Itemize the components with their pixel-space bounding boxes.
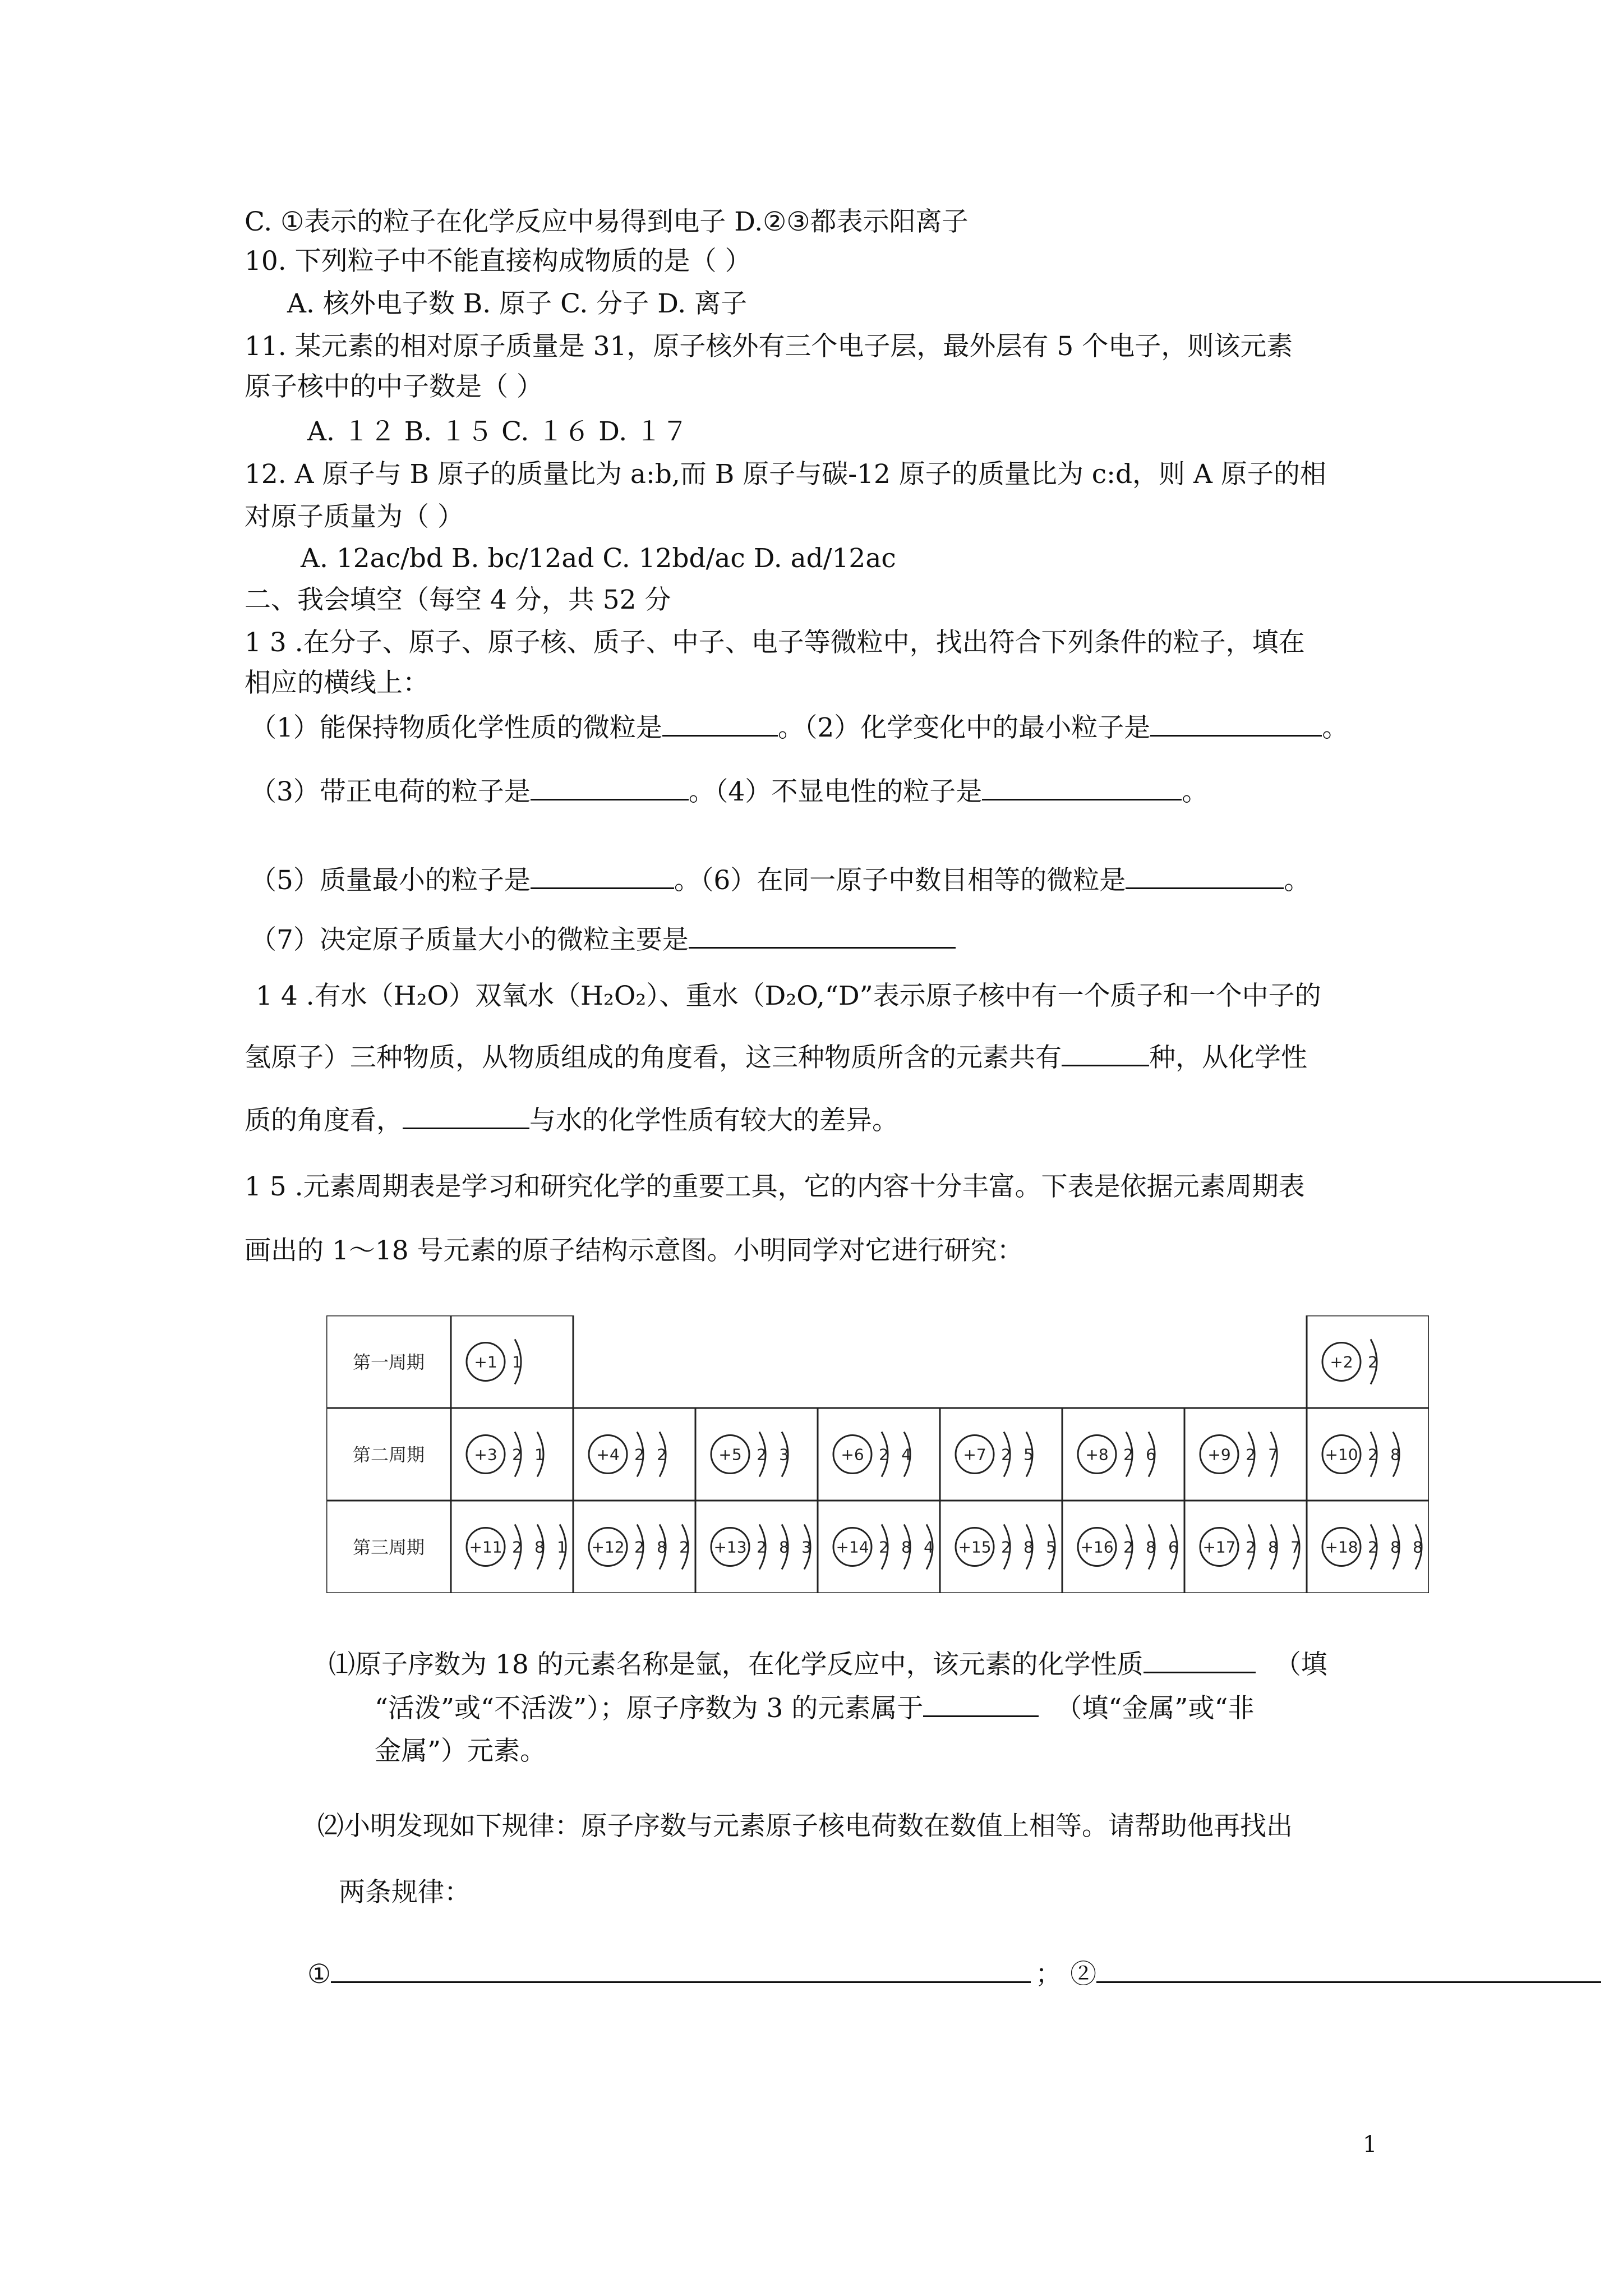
shell-electron-count: 2 (879, 1538, 889, 1557)
q15-part2-answers (307, 1958, 1601, 1991)
q10-options: A. 核外电子数 B. 原子 C. 分子 D. 离子 (287, 288, 748, 319)
shell-electron-count: 8 (534, 1538, 545, 1557)
q15-part1-line3: 金属”）元素。 (375, 1736, 547, 1766)
q13-blank-1[interactable] (662, 712, 778, 737)
shell-electron-count: 4 (901, 1445, 911, 1464)
nucleus-charge: +14 (836, 1538, 869, 1557)
shell-electron-count: 2 (1001, 1538, 1011, 1557)
nucleus-charge: +15 (958, 1538, 992, 1557)
q13-part7-label: （7）决定原子质量大小的微粒主要是 (250, 924, 689, 955)
shell-electron-count: 6 (1168, 1538, 1178, 1557)
shell-electron-count: 2 (657, 1445, 667, 1464)
q13-stem: 1 3 .在分子、原子、原子核、质子、中子、电子等微粒中，找出符合下列条件的粒子，填在 (245, 627, 1305, 658)
periodic-table-svg (326, 1315, 1429, 1593)
q15-part1-text-b: （填 (1274, 1649, 1327, 1680)
q10-stem: 10. 下列粒子中不能直接构成物质的是（ ） (245, 246, 751, 277)
shell-electron-count: 8 (1146, 1538, 1156, 1557)
shell-electron-count: 5 (1023, 1445, 1034, 1464)
nucleus-charge: +16 (1080, 1538, 1114, 1557)
shell-electron-count: 2 (1246, 1538, 1256, 1557)
shell-electron-count: 2 (757, 1538, 767, 1557)
q13-line-1-2 (250, 711, 1348, 745)
q13-blank-2[interactable] (1150, 712, 1322, 737)
q14-blank-1[interactable] (1062, 1042, 1149, 1066)
shell-electron-count: 8 (1268, 1538, 1278, 1557)
q14-blank-2[interactable] (403, 1105, 529, 1129)
q14-text-b: 种，从化学性 (1149, 1042, 1307, 1073)
q13-part4-label: 。（4）不显电性的粒子是 (688, 776, 983, 807)
nucleus-charge: +3 (474, 1445, 497, 1464)
shell-electron-count: 2 (1123, 1445, 1133, 1464)
q14-text-d: 与水的化学性质有较大的差异。 (529, 1105, 898, 1136)
shell-electron-count: 1 (557, 1538, 567, 1557)
nucleus-charge: +17 (1202, 1538, 1236, 1557)
q13-line-5-6 (250, 864, 1310, 898)
shell-electron-count: 5 (1046, 1538, 1056, 1557)
q12-stem: 12. A 原子与 B 原子的质量比为 a:b,而 B 原子与碳-12 原子的质量比为 c:d，则 A 原子的相 (245, 459, 1326, 490)
nucleus-charge: +10 (1325, 1445, 1358, 1464)
q13-blank-3[interactable] (531, 776, 689, 800)
shell-electron-count: 2 (634, 1538, 644, 1557)
shell-electron-count: 2 (757, 1445, 767, 1464)
rule-1-blank[interactable] (331, 1959, 1031, 1983)
nucleus-charge: +8 (1085, 1445, 1109, 1464)
q13-line-7 (250, 923, 956, 957)
q11-stem-cont: 原子核中的中子数是（ ） (245, 371, 543, 402)
shell-electron-count: 8 (1390, 1538, 1400, 1557)
q14-line-3 (245, 1104, 898, 1138)
nucleus-charge: +4 (596, 1445, 620, 1464)
nucleus-charge: +6 (841, 1445, 864, 1464)
q15-stem: 1 5 .元素周期表是学习和研究化学的重要工具，它的内容十分丰富。下表是依据元素周期表 (245, 1171, 1305, 1202)
shell-electron-count: 7 (1290, 1538, 1301, 1557)
rule-2-blank[interactable] (1096, 1959, 1601, 1983)
shell-electron-count: 1 (512, 1352, 522, 1372)
shell-electron-count: 2 (879, 1445, 889, 1464)
shell-electron-count: 2 (1368, 1538, 1378, 1557)
q13-line1-end: 。 (1322, 712, 1349, 743)
shell-electron-count: 2 (512, 1445, 522, 1464)
shell-electron-count: 6 (1146, 1445, 1156, 1464)
q13-part1-label: （1）能保持物质化学性质的微粒是 (250, 712, 662, 743)
q12-options: A. 12ac/bd B. bc/12ad C. 12bd/ac D. ad/12ac (301, 543, 896, 574)
period-label: 第三周期 (352, 1536, 425, 1558)
q11-stem: 11. 某元素的相对原子质量是 31，原子核外有三个电子层，最外层有 5 个电子，则该元素 (245, 331, 1293, 362)
q15-part2-line2: 两条规律： (339, 1877, 471, 1908)
shell-electron-count: 2 (1368, 1445, 1378, 1464)
q15-part1-text-a: ⑴原子序数为 18 的元素名称是氩，在化学反应中，该元素的化学性质 (329, 1649, 1144, 1680)
q14-text-a: 氢原子）三种物质，从物质组成的角度看，这三种物质所含的元素共有 (245, 1042, 1062, 1073)
nucleus-charge: +11 (469, 1538, 502, 1557)
q13-blank-5[interactable] (531, 865, 674, 889)
shell-electron-count: 8 (901, 1538, 911, 1557)
q13-stem-cont: 相应的横线上： (245, 668, 429, 698)
q14-stem: 1 4 .有水（H₂O）双氧水（H₂O₂）、重水（D₂O,“D”表示原子核中有一个质子和一个中子的 (256, 981, 1321, 1011)
section-2-heading: 二、我会填空（每空 4 分，共 52 分 (245, 585, 671, 615)
q15-blank-1[interactable] (1144, 1649, 1256, 1673)
q13-line2-end: 。 (1182, 776, 1209, 807)
shell-electron-count: 2 (679, 1538, 689, 1557)
shell-electron-count: 1 (534, 1445, 545, 1464)
shell-electron-count: 3 (779, 1445, 789, 1464)
period-label: 第二周期 (352, 1444, 425, 1466)
nucleus-charge: +2 (1330, 1352, 1353, 1372)
q11-options: A. １２ B. １５ C. １６ D. １７ (307, 416, 689, 447)
q15-part1-text-d: （填“金属”或“非 (1055, 1693, 1255, 1724)
nucleus-charge: +12 (591, 1538, 625, 1557)
rule-1-marker: ① (307, 1959, 331, 1990)
shell-electron-count: 3 (801, 1538, 811, 1557)
shell-electron-count: 2 (1246, 1445, 1256, 1464)
shell-electron-count: 2 (512, 1538, 522, 1557)
q13-part6-label: 。（6）在同一原子中数目相等的微粒是 (674, 865, 1126, 896)
q13-blank-6[interactable] (1126, 865, 1284, 889)
shell-electron-count: 2 (1368, 1352, 1378, 1372)
shell-electron-count: 2 (634, 1445, 644, 1464)
shell-electron-count: 2 (1123, 1538, 1133, 1557)
periodic-table-diagram (326, 1315, 1429, 1593)
q13-blank-4[interactable] (982, 776, 1182, 800)
shell-electron-count: 7 (1268, 1445, 1278, 1464)
shell-electron-count: 8 (1023, 1538, 1034, 1557)
page-number: 1 (1363, 2132, 1377, 2157)
q13-line-3-4 (250, 775, 1208, 809)
shell-electron-count: 4 (924, 1538, 934, 1557)
shell-electron-count: 8 (1390, 1445, 1400, 1464)
q9-option-c-d: C. ①表示的粒子在化学反应中易得到电子 D.②③都表示阳离子 (245, 206, 969, 237)
q13-blank-7[interactable] (689, 924, 956, 949)
shell-electron-count: 8 (1413, 1538, 1423, 1557)
nucleus-charge: +5 (718, 1445, 742, 1464)
q13-part5-label: （5）质量最小的粒子是 (250, 865, 531, 896)
q15-stem-cont: 画出的 1～18 号元素的原子结构示意图。小明同学对它进行研究： (245, 1235, 1023, 1266)
q15-part2-line1: ⑵小明发现如下规律：原子序数与元素原子核电荷数在数值上相等。请帮助他再找出 (317, 1811, 1293, 1842)
q13-part2-label: 。（2）化学变化中的最小粒子是 (777, 712, 1151, 743)
nucleus-charge: +7 (963, 1445, 986, 1464)
q13-line3-end: 。 (1284, 865, 1311, 896)
q13-part3-label: （3）带正电荷的粒子是 (250, 776, 531, 807)
nucleus-charge: +1 (474, 1352, 497, 1372)
shell-electron-count: 8 (779, 1538, 789, 1557)
q15-part1-line2 (375, 1692, 1255, 1726)
rule-2-marker: ； ② (1035, 1959, 1097, 1990)
q15-part1-line1 (329, 1648, 1327, 1682)
nucleus-charge: +18 (1325, 1538, 1358, 1557)
nucleus-charge: +13 (713, 1538, 747, 1557)
nucleus-charge: +9 (1207, 1445, 1231, 1464)
q14-text-c: 质的角度看， (245, 1105, 403, 1136)
shell-electron-count: 2 (1001, 1445, 1011, 1464)
q15-blank-2[interactable] (923, 1693, 1039, 1717)
q12-stem-cont: 对原子质量为（ ） (245, 501, 464, 532)
q14-line-2 (245, 1041, 1307, 1075)
period-label: 第一周期 (352, 1351, 425, 1373)
q15-part1-text-c: “活泼”或“不活泼”）；原子序数为 3 的元素属于 (375, 1693, 924, 1724)
shell-electron-count: 8 (657, 1538, 667, 1557)
